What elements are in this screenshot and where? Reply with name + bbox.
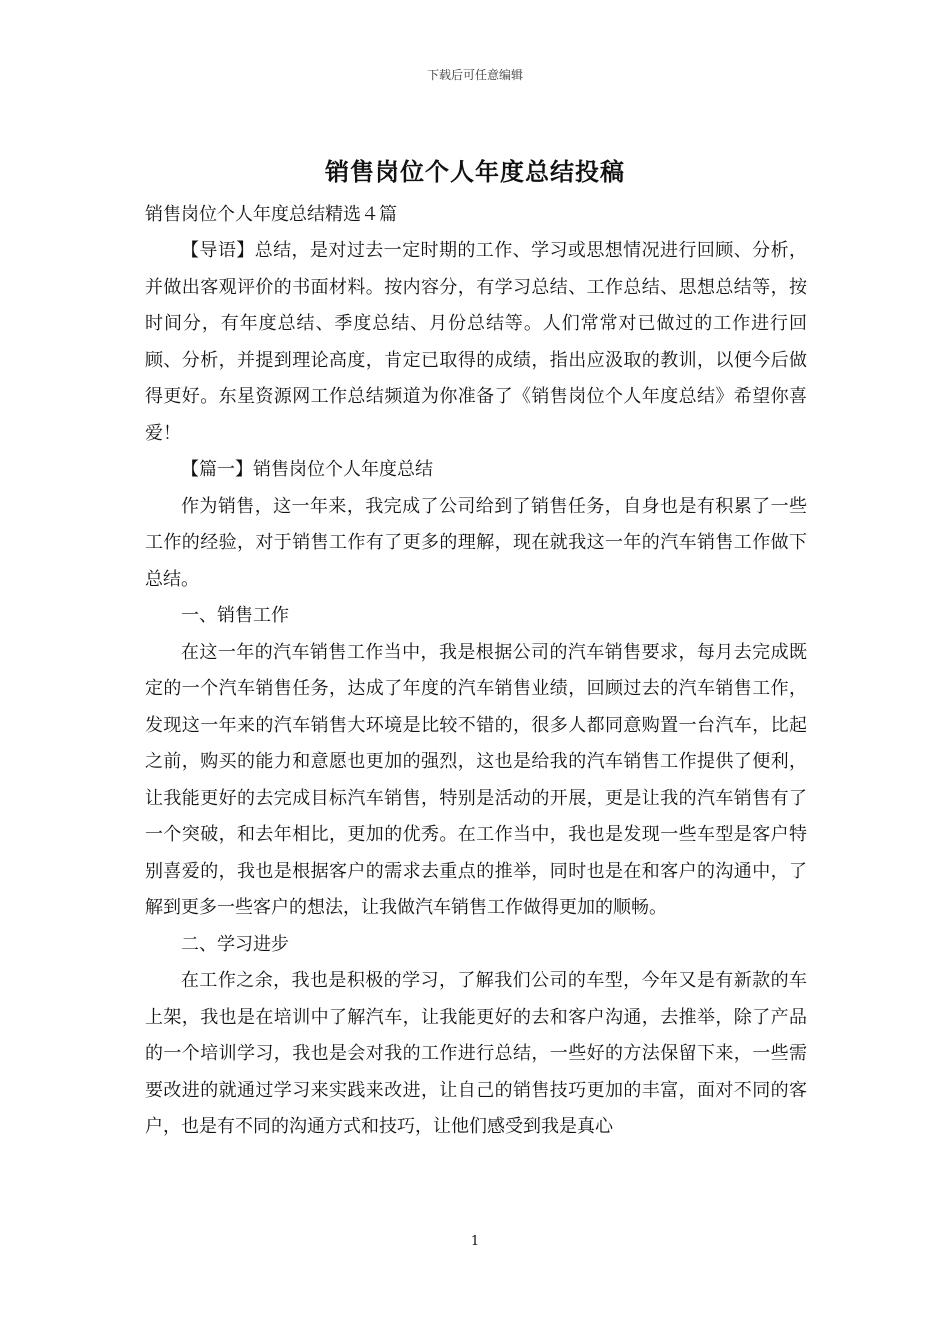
part-heading-sales-work: 一、销售工作 [181,605,289,626]
learning-paragraph: 在工作之余，我也是积极的学习，了解我们公司的车型，今年又是有新款的车上架，我也是在培训中了解汽车，让我能更好的去和客户沟通，去推举，除了产品的一个培训学习，我也是会对我的工作进行总结，一些好的方法保留下来，一些需要改进的就通过学习来实践来改进，让自己的销售技巧更加的丰富，面对不同的客户，也是有不同的沟通方式和技巧，让他们感受到我是真心 [145,970,807,1137]
section-intro-paragraph: 作为销售，这一年来，我完成了公司给到了销售任务，自身也是有积累了一些工作的经验，对于销售工作有了更多的理解，现在就我这一年的汽车销售工作做下总结。 [145,495,807,590]
header-note: 下载后可任意编辑 [426,68,523,82]
intro-paragraph: 【导语】总结，是对过去一定时期的工作、学习或思想情况进行回顾、分析，并做出客观评价的书面材料。按内容分，有学习总结、工作总结、思想总结等，按时间分，有年度总结、季度总结、月份总结等。人们常常对已做过的工作进行回顾、分析，并提到理论高度，肯定已取得的成绩，指出应汲取的教训，以便今后做得更好。东星资源网工作总结频道为你准备了《销售岗位个人年度总结》希望你喜爱！ [145,240,807,444]
document-title: 销售岗位个人年度总结投稿 [325,157,625,186]
page-number: 1 [470,1234,480,1249]
sales-work-paragraph: 在这一年的汽车销售工作当中，我是根据公司的汽车销售要求，每月去完成既定的一个汽车销售任务，达成了年度的汽车销售业绩，回顾过去的汽车销售工作，发现这一年来的汽车销售大环境是比较不错的，很多人都同意购置一台汽车，比起之前，购买的能力和意愿也更加的强烈，这也是给我的汽车销售工作提供了便利，让我能更好的去完成目标汽车销售，特别是活动的开展，更是让我的汽车销售有了一个突破，和去年相比，更加的优秀。在工作当中，我也是发现一些车型是客户特别喜爱的，我也是根据客户的需求去重点的推举，同时也是在和客户的沟通中，了解到更多一些客户的想法，让我做汽车销售工作做得更加的顺畅。 [145,641,807,918]
section-heading: 【篇一】销售岗位个人年度总结 [181,459,433,480]
document-subtitle: 销售岗位个人年度总结精选４篇 [145,204,397,225]
document-body [145,197,807,1146]
part-heading-learning: 二、学习进步 [181,933,289,955]
